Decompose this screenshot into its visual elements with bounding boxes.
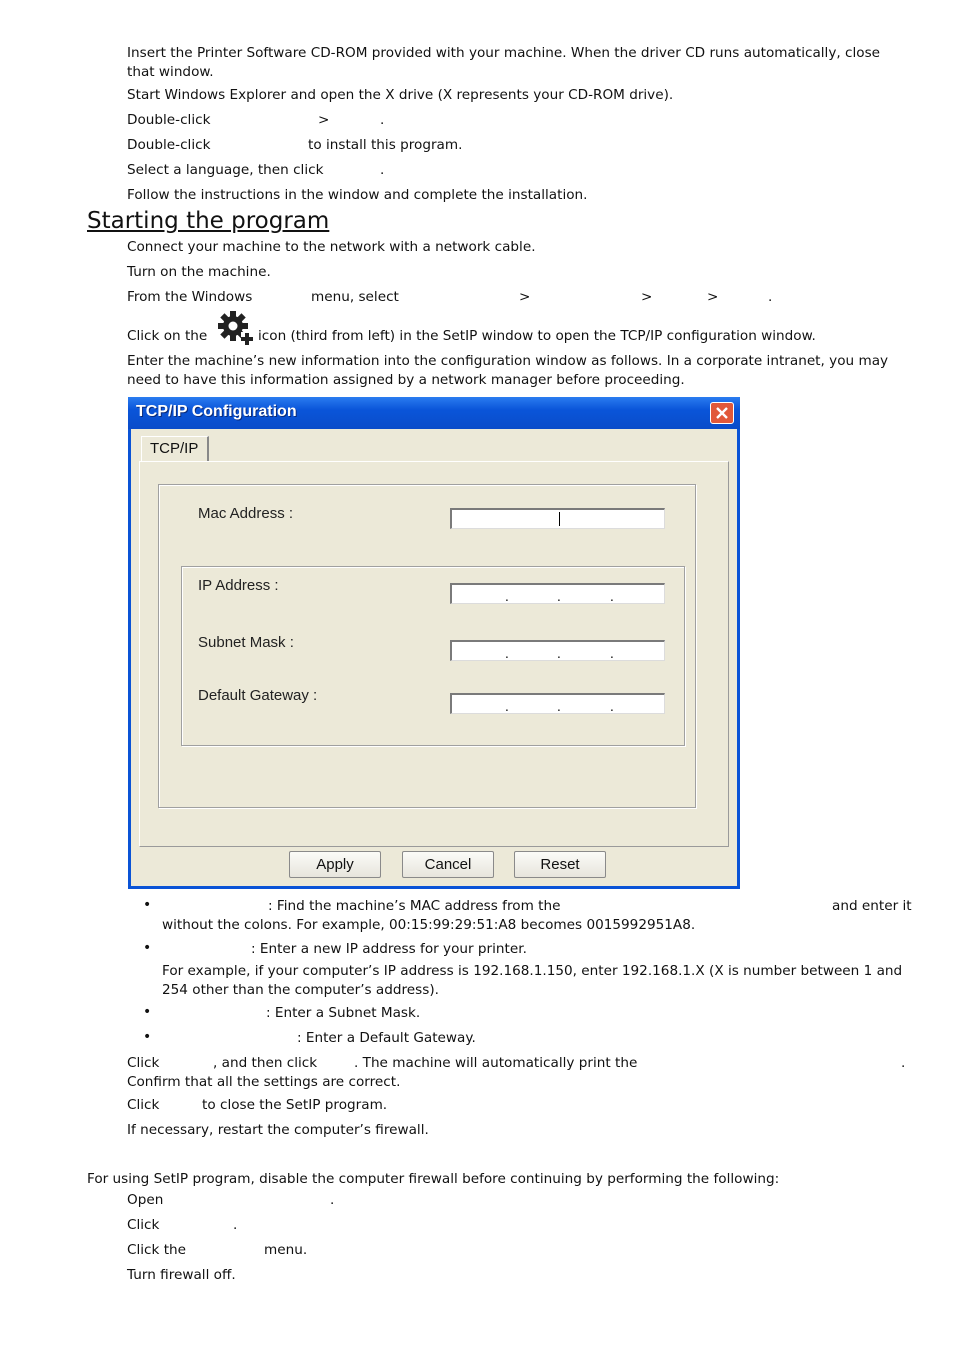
start-step-3-sep1: > bbox=[519, 289, 531, 305]
install-step-1: Insert the Printer Software CD-ROM provided with your machine. When the driver CD runs automatically, close that window. bbox=[127, 45, 881, 80]
ip-address-field[interactable]: . . . bbox=[450, 583, 665, 604]
tab-tcpip[interactable]: TCP/IP bbox=[141, 436, 209, 462]
install-step-2: Start Windows Explorer and open the X drive (X represents your CD-ROM drive). bbox=[127, 87, 674, 103]
after-step-2-b: to close the SetIP program. bbox=[202, 1097, 388, 1113]
firewall-step-2-b: . bbox=[233, 1217, 238, 1233]
subnet-mask-field[interactable]: . . . bbox=[450, 640, 665, 661]
bullet-marker: • bbox=[143, 897, 152, 913]
firewall-step-1-b: . bbox=[330, 1192, 335, 1208]
start-step-1: Connect your machine to the network with a network cable. bbox=[127, 239, 536, 255]
install-step-5: Select a language, then click bbox=[127, 162, 324, 178]
bullet-mac-b: and enter it bbox=[832, 898, 912, 914]
after-step-1-c: . The machine will automatically print the bbox=[354, 1055, 638, 1071]
start-step-3: From the Windows bbox=[127, 289, 253, 305]
bullet-mac-a: : Find the machine’s MAC address from the bbox=[268, 898, 561, 914]
start-step-3-b: menu, select bbox=[311, 289, 399, 305]
text-caret bbox=[559, 512, 560, 526]
gear-plus-icon bbox=[217, 310, 253, 346]
after-step-1-d: . bbox=[901, 1055, 906, 1071]
bullet-marker: • bbox=[143, 940, 152, 956]
reset-button[interactable]: Reset bbox=[514, 851, 606, 878]
firewall-step-3-a: Click the bbox=[127, 1242, 187, 1258]
cancel-button[interactable]: Cancel bbox=[402, 851, 494, 878]
install-step-3: Double-click bbox=[127, 112, 211, 128]
install-step-4-end: to install this program. bbox=[308, 137, 463, 153]
dialog-body bbox=[131, 429, 737, 886]
dialog-title: TCP/IP Configuration bbox=[136, 403, 297, 420]
after-step-1-a: Click bbox=[127, 1055, 160, 1071]
default-gateway-field[interactable]: . . . bbox=[450, 693, 665, 714]
start-step-5: Enter the machine’s new information into the configuration window as follows. In a corporate intranet, you may need to have this information assigned by a network manager before proceeding. bbox=[127, 353, 889, 388]
firewall-step-3-b: menu. bbox=[264, 1242, 308, 1258]
mac-address-field[interactable] bbox=[450, 508, 665, 529]
section-title: Starting the program bbox=[87, 208, 330, 234]
tcpip-config-dialog bbox=[128, 397, 740, 889]
start-step-4: Click on the bbox=[127, 328, 208, 344]
start-step-3-sep2: > bbox=[641, 289, 653, 305]
install-step-5-end: . bbox=[380, 162, 385, 178]
start-step-3-end: . bbox=[768, 289, 773, 305]
bullet-marker: • bbox=[143, 1029, 152, 1045]
firewall-step-4: Turn firewall off. bbox=[127, 1267, 236, 1283]
apply-button[interactable]: Apply bbox=[289, 851, 381, 878]
mac-address-label: Mac Address : bbox=[198, 505, 294, 522]
install-step-3-separator: > bbox=[318, 112, 330, 128]
start-step-2: Turn on the machine. bbox=[127, 264, 271, 280]
subnet-mask-label: Subnet Mask : bbox=[198, 634, 294, 651]
after-step-1-b: , and then click bbox=[213, 1055, 318, 1071]
bullet-marker: • bbox=[143, 1004, 152, 1020]
install-step-4: Double-click bbox=[127, 137, 211, 153]
start-step-4-b: icon (third from left) in the SetIP window to open the TCP/IP configuration window. bbox=[258, 328, 816, 344]
firewall-step-2-a: Click bbox=[127, 1217, 160, 1233]
install-step-3-end: . bbox=[380, 112, 385, 128]
dialog-title-bar[interactable] bbox=[128, 397, 740, 429]
after-step-3: If necessary, restart the computer’s firewall. bbox=[127, 1122, 429, 1138]
after-step-1-e: Confirm that all the settings are correct. bbox=[127, 1074, 401, 1090]
close-icon bbox=[715, 406, 729, 420]
close-button[interactable] bbox=[710, 402, 734, 424]
ip-address-label: IP Address : bbox=[198, 577, 279, 594]
tab-panel bbox=[139, 461, 729, 847]
bullet-ip-note: For example, if your computer’s IP address is 192.168.1.150, enter 192.168.1.X (X is number between 1 and 254 other than the computer’s address). bbox=[162, 963, 903, 998]
firewall-step-1-a: Open bbox=[127, 1192, 164, 1208]
firewall-intro: For using SetIP program, disable the computer firewall before continuing by performing the following: bbox=[87, 1171, 780, 1187]
bullet-subnet: : Enter a Subnet Mask. bbox=[266, 1005, 421, 1021]
after-step-2-a: Click bbox=[127, 1097, 160, 1113]
start-step-3-sep3: > bbox=[707, 289, 719, 305]
bullet-ip: : Enter a new IP address for your printer. bbox=[251, 941, 527, 957]
default-gateway-label: Default Gateway : bbox=[198, 687, 318, 704]
bullet-gateway: : Enter a Default Gateway. bbox=[297, 1030, 476, 1046]
install-step-6: Follow the instructions in the window and complete the installation. bbox=[127, 187, 588, 203]
bullet-mac-c: without the colons. For example, 00:15:99:29:51:A8 becomes 0015992951A8. bbox=[162, 917, 696, 933]
